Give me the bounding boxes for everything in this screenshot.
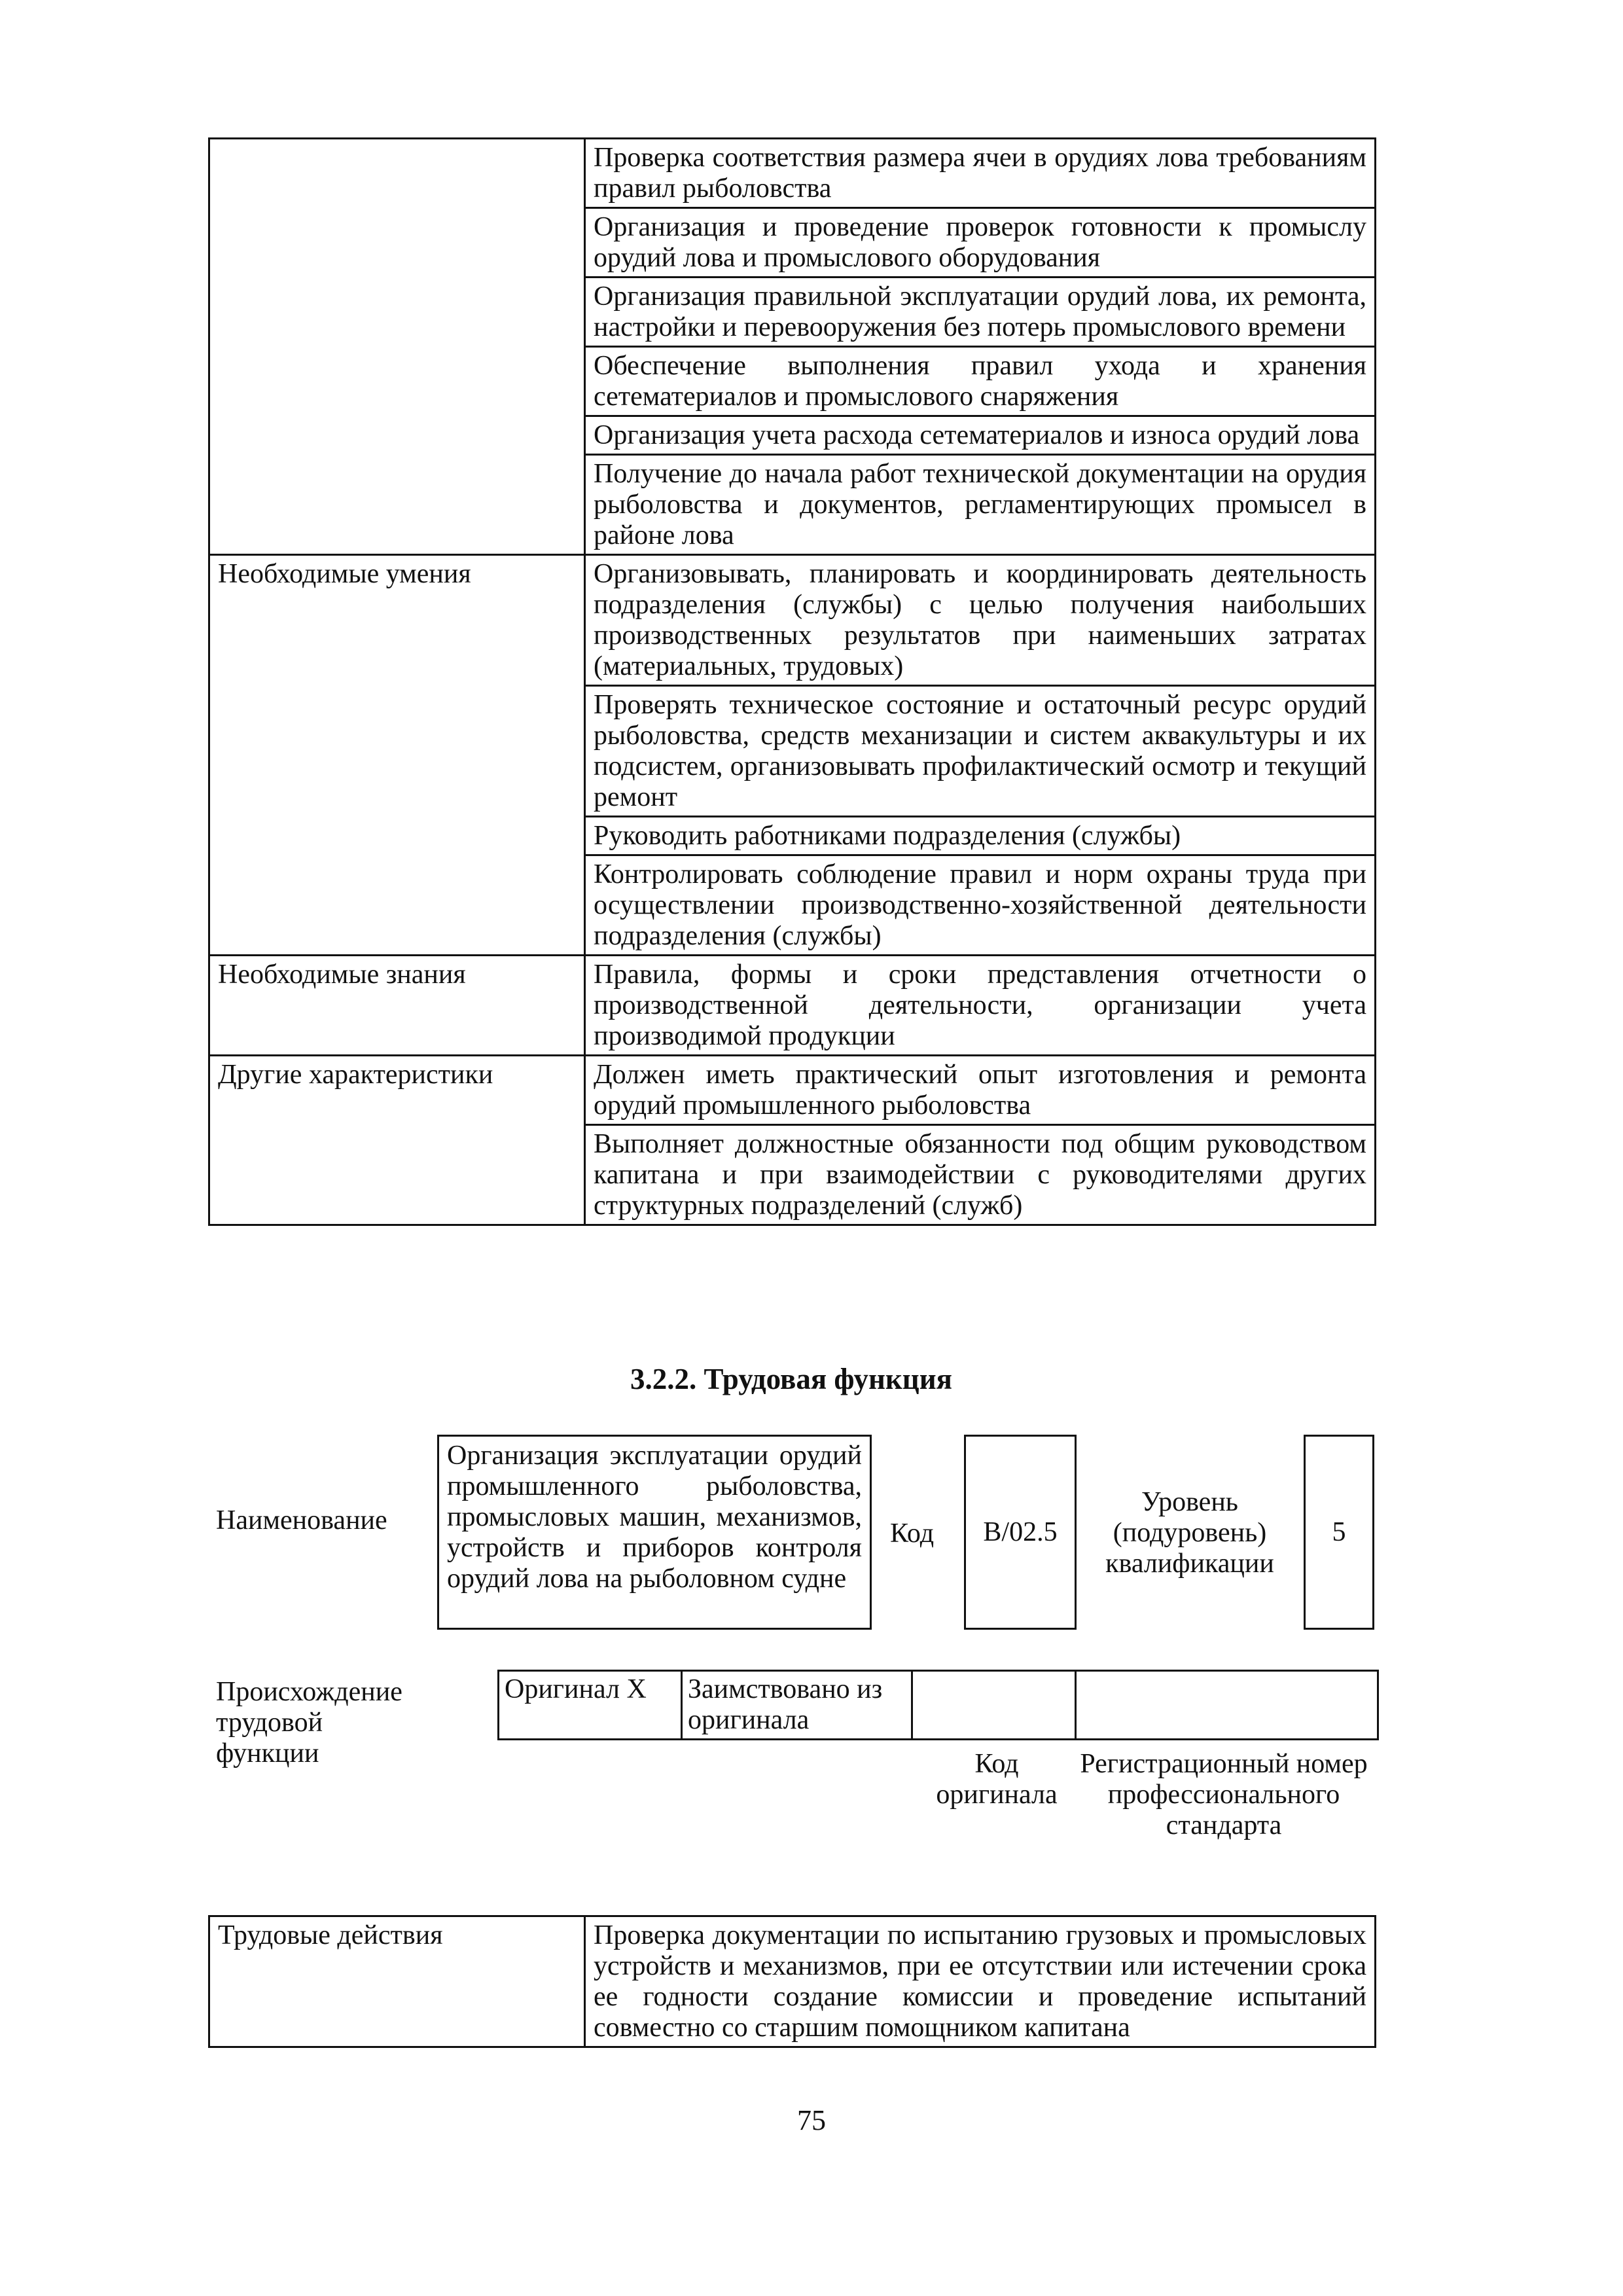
knowledge-label: Необходимые знания: [218, 960, 466, 990]
row-label-cell: [209, 555, 585, 956]
reg-number-caption: Регистрационный номер профессионального стандарта: [1080, 1749, 1368, 1840]
row-text-cell: Должен иметь практический опыт изготовления и ремонта орудий промышленного рыболовства: [585, 1056, 1376, 1125]
row-text-cell: Выполняет должностные обязанности под общим руководством капитана и при взаимодействии с руководителями других структурных подразделений (служб): [585, 1125, 1376, 1225]
origin-reg-number-cell: [1076, 1671, 1378, 1740]
table-row: [499, 1671, 1378, 1740]
row-label-cell: [209, 1056, 585, 1225]
table-row: [209, 1056, 1376, 1125]
origin-original-cell: Оригинал X: [499, 1671, 682, 1740]
row-label-cell: [209, 139, 585, 555]
labor-actions-table: [208, 1915, 1376, 2048]
row-label-cell: [209, 1916, 585, 2047]
origin-label: Происхождение трудовой функции: [216, 1677, 402, 1768]
level-value-box: [1304, 1435, 1374, 1630]
level-label: Уровень (подуровень) квалификации: [1105, 1487, 1274, 1579]
row-text-cell: Контролировать соблюдение правил и норм охраны труда при осуществлении производственно-хозяйственной деятельности подразделения (службы): [585, 855, 1376, 956]
code-value: B/02.5: [983, 1516, 1058, 1547]
row-text-cell: Проверка соответствия размера ячеи в орудиях лова требованиям правил рыболовства: [585, 139, 1376, 208]
code-value-box: [964, 1435, 1077, 1630]
row-text-cell: Обеспечение выполнения правил ухода и хранения сетематериалов и промыслового снаряжения: [585, 347, 1376, 416]
origin-borrowed-cell: Заимствовано из оригинала: [682, 1671, 912, 1740]
row-label-cell: [209, 956, 585, 1056]
naming-label: Наименование: [216, 1505, 387, 1535]
row-text-cell: Проверять техническое состояние и остаточный ресурс орудий рыболовства, средств механизации и систем аквакультуры и их подсистем, организовывать профилактический осмотр и текущий ремонт: [585, 686, 1376, 817]
requirements-table: [208, 137, 1376, 1226]
other-characteristics-label: Другие характеристики: [218, 1060, 493, 1090]
row-text-cell: Правила, формы и сроки представления отчетности о производственной деятельности, организации учета производимой продукции: [585, 956, 1376, 1056]
table-row: [209, 555, 1376, 686]
page-number: 75: [797, 2104, 826, 2136]
row-text-cell: Организация учета расхода сетематериалов и износа орудий лова: [585, 416, 1376, 455]
table-row: [209, 1916, 1376, 2047]
section-heading: 3.2.2. Трудовая функция: [630, 1363, 952, 1395]
origin-table: [497, 1670, 1379, 1740]
table-row: [209, 956, 1376, 1056]
naming-value-box: Организация эксплуатации орудий промышленного рыболовства, промысловых машин, механизмов, устройств и приборов контроля орудий лова на рыболовном судне: [437, 1435, 872, 1630]
row-text-cell: Получение до начала работ технической документации на орудия рыболовства и документов, регламентирующих промысел в районе лова: [585, 455, 1376, 555]
row-text-cell: Организация правильной эксплуатации орудий лова, их ремонта, настройки и перевооружения без потерь промыслового времени: [585, 278, 1376, 347]
table-row: [209, 139, 1376, 208]
level-value: 5: [1332, 1516, 1346, 1547]
skills-label: Необходимые умения: [218, 559, 471, 589]
row-text-cell: Проверка документации по испытанию грузовых и промысловых устройств и механизмов, при ее отсутствии или истечении срока ее годности создание комиссии и проведение испытаний совместно со старшим помощником капитана: [585, 1916, 1376, 2047]
code-original-caption: Код оригинала: [936, 1749, 1058, 1810]
row-text-cell: Организовывать, планировать и координировать деятельность подразделения (службы) с целью получения наибольших производственных результатов при наименьших затратах (материальных, трудовых): [585, 555, 1376, 686]
origin-code-cell: [912, 1671, 1076, 1740]
labor-actions-label: Трудовые действия: [218, 1920, 443, 1950]
row-text-cell: Руководить работниками подразделения (службы): [585, 817, 1376, 855]
code-label: Код: [890, 1518, 935, 1549]
row-text-cell: Организация и проведение проверок готовности к промыслу орудий лова и промыслового оборудования: [585, 208, 1376, 278]
